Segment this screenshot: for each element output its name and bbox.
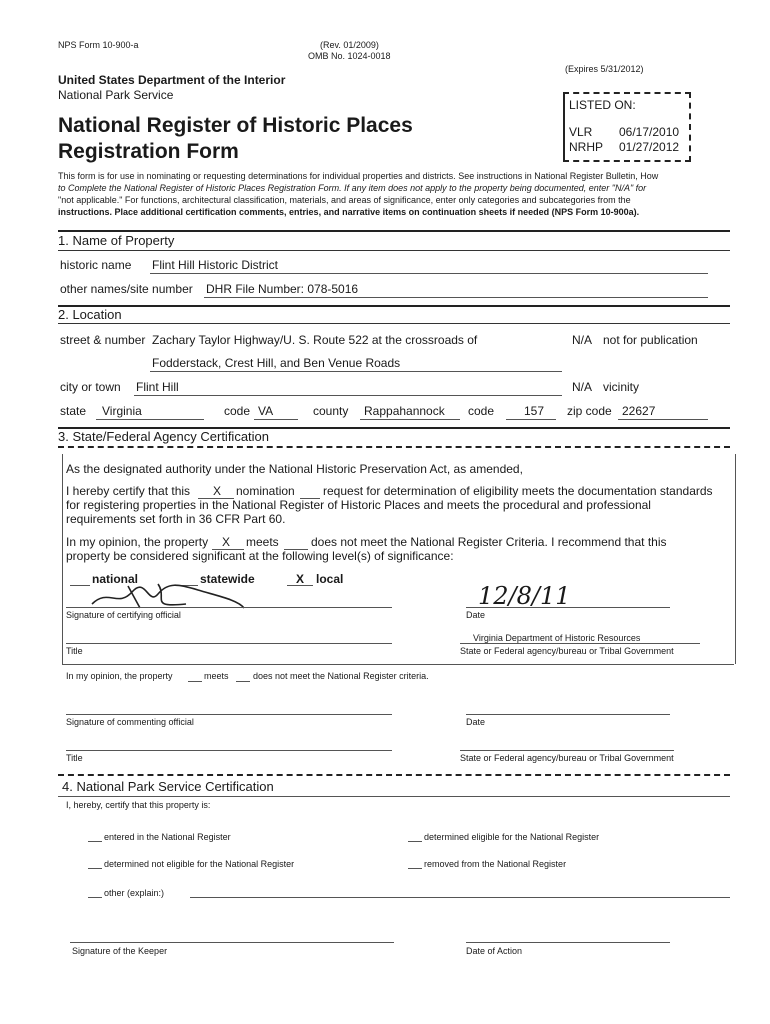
- not-for-publication-label: not for publication: [603, 333, 698, 347]
- state-line: [96, 419, 204, 420]
- agency2-label: State or Federal agency/bureau or Tribal Government: [460, 753, 674, 763]
- section4-dashed-rule: [58, 774, 730, 776]
- state-code-label: code: [224, 404, 251, 418]
- level-national-blank: [70, 585, 90, 586]
- commenting-opinion-rest: does not meet the National Register criteria.: [253, 671, 429, 681]
- date-commenting-line: [466, 714, 670, 715]
- cert-para2-c: request for determination of eligibility meets the documentation standards: [323, 484, 713, 498]
- section2-rule: [58, 305, 730, 307]
- nrhp-date: 01/27/2012: [619, 140, 680, 154]
- section4-heading: 4. National Park Service Certification: [62, 779, 274, 794]
- opt-eligible-blank[interactable]: [408, 841, 422, 842]
- street-value-line1[interactable]: Zachary Taylor Highway/U. S. Route 522 at the crossroads of: [152, 333, 478, 347]
- county-code-label: code: [468, 404, 495, 418]
- opt-noteligible: determined not eligible for the National Register: [104, 859, 295, 869]
- cert-meets-mark[interactable]: X: [222, 535, 231, 549]
- level-statewide[interactable]: statewide: [200, 572, 255, 586]
- opt-removed: removed from the National Register: [424, 859, 567, 869]
- title2-line: [66, 750, 392, 751]
- cert-para1: As the designated authority under the National Historic Preservation Act, as amended,: [66, 462, 523, 476]
- commenting-meets-blank: [188, 681, 202, 682]
- sig-keeper-label: Signature of the Keeper: [72, 946, 168, 956]
- cert-para5-c: does not meet the National Register Criteria. I recommend that this: [311, 535, 667, 549]
- agency-label: State or Federal agency/bureau or Tribal Government: [460, 646, 674, 656]
- historic-name-label: historic name: [60, 258, 132, 272]
- cert-para5-b: meets: [246, 535, 279, 549]
- agency2-line: [460, 750, 674, 751]
- intro-line3: "not applicable." For functions, architectural classification, materials, and areas of significance, enter only categories and subcategories from the: [58, 195, 631, 205]
- street-value-line2[interactable]: Fodderstack, Crest Hill, and Ben Venue Roads: [152, 356, 401, 370]
- other-names-value[interactable]: DHR File Number: 078-5016: [206, 282, 359, 296]
- expiration: (Expires 5/31/2012): [565, 64, 644, 74]
- state-code-line: [254, 419, 298, 420]
- section3-heading: 3. State/Federal Agency Certification: [58, 429, 270, 444]
- commenting-opinion-a: In my opinion, the property: [66, 671, 173, 681]
- cert-para5-a: In my opinion, the property: [66, 535, 209, 549]
- intro-line4: instructions. Place additional certification comments, entries, and narrative items on continuation sheets if needed (NPS Form 10-900a).: [58, 207, 640, 217]
- vlr-date: 06/17/2010: [619, 125, 680, 139]
- date-action-label: Date of Action: [466, 946, 523, 956]
- form-number: NPS Form 10-900-a: [58, 40, 139, 50]
- nps-intro: I, hereby, certify that this property is:: [66, 800, 211, 810]
- county-code-line: [506, 419, 556, 420]
- vicinity-na[interactable]: N/A: [572, 380, 593, 394]
- form-title-line2: Registration Form: [58, 140, 239, 163]
- section4-rule-bottom: [58, 796, 730, 797]
- sig-commenting-line: [66, 714, 392, 715]
- city-line: [134, 395, 562, 396]
- opt-other-explain-line[interactable]: [190, 897, 730, 898]
- date-commenting-label: Date: [466, 717, 486, 727]
- service-name: National Park Service: [58, 88, 174, 102]
- street-line: [150, 371, 562, 372]
- date-certifying-line: [466, 607, 670, 608]
- date-certifying-label: Date: [466, 610, 486, 620]
- zip-line: [618, 419, 708, 420]
- county-label: county: [313, 404, 349, 418]
- department: United States Department of the Interior: [58, 73, 286, 87]
- vicinity-label: vicinity: [603, 380, 640, 394]
- cert-para2-b: nomination: [236, 484, 295, 498]
- state-value[interactable]: Virginia: [102, 404, 142, 418]
- nrhp-label: NRHP: [569, 140, 604, 154]
- opt-removed-blank[interactable]: [408, 868, 422, 869]
- level-local-mark[interactable]: X: [296, 572, 305, 586]
- agency-value[interactable]: Virginia Department of Historic Resources: [473, 633, 641, 643]
- cert-box-divider: [62, 664, 734, 665]
- level-local[interactable]: local: [316, 572, 344, 586]
- section2-heading: 2. Location: [58, 307, 122, 322]
- section1-rule: [58, 230, 730, 232]
- intro-line2: to Complete the National Register of Historic Places Registration Form. If any item does not apply to the property being documented, enter "N/A" for: [58, 183, 647, 193]
- cert-date-value[interactable]: 12/8/11: [478, 582, 571, 610]
- section2-rule-bottom: [58, 323, 730, 324]
- section1-rule-bottom: [58, 250, 730, 251]
- opt-other-blank[interactable]: [88, 897, 102, 898]
- opt-eligible: determined eligible for the National Register: [424, 832, 600, 842]
- cert-para4: requirements set forth in 36 CFR Part 60.: [66, 512, 286, 526]
- agency-line: [460, 643, 700, 644]
- street-label: street & number: [60, 333, 146, 347]
- nfp-na[interactable]: N/A: [572, 333, 593, 347]
- section3-dashed-rule: [58, 446, 730, 448]
- certifying-signature: [88, 578, 248, 614]
- vlr-label: VLR: [569, 125, 593, 139]
- date-action-line: [466, 942, 670, 943]
- cert-para2-a: I hereby certify that this: [66, 484, 191, 498]
- county-line: [360, 419, 460, 420]
- form-revision: (Rev. 01/2009): [320, 40, 379, 50]
- listed-on-label: LISTED ON:: [569, 98, 636, 112]
- city-label: city or town: [60, 380, 121, 394]
- historic-name-value[interactable]: Flint Hill Historic District: [152, 258, 278, 272]
- section1-heading: 1. Name of Property: [58, 233, 175, 248]
- city-value[interactable]: Flint Hill: [136, 380, 179, 394]
- cert-para6: property be considered significant at the following level(s) of significance:: [66, 549, 454, 563]
- cert-para3: for registering properties in the National Register of Historic Places and meets the procedural and professional: [66, 498, 651, 512]
- opt-noteligible-blank[interactable]: [88, 868, 102, 869]
- historic-name-line: [150, 273, 708, 274]
- state-label: state: [60, 404, 87, 418]
- zip-label: zip code: [567, 404, 612, 418]
- level-local-blank: [287, 585, 313, 586]
- other-names-line: [204, 297, 708, 298]
- intro-line1: This form is for use in nominating or requesting determinations for individual properties and districts. See instructions in National Register Bulletin, How: [58, 171, 659, 181]
- opt-other: other (explain:): [104, 888, 165, 898]
- county-value[interactable]: Rappahannock: [364, 404, 445, 418]
- other-names-label: other names/site number: [60, 282, 193, 296]
- form-title-line1: National Register of Historic Places: [58, 114, 413, 137]
- cert-nomination-mark[interactable]: X: [213, 484, 222, 498]
- commenting-meets: meets: [204, 671, 229, 681]
- omb-number: OMB No. 1024-0018: [308, 51, 391, 61]
- state-code-value[interactable]: VA: [258, 404, 274, 418]
- opt-entered-blank[interactable]: [88, 841, 102, 842]
- title2-label: Title: [66, 753, 83, 763]
- sig-certifying-line: [66, 607, 392, 608]
- title-label: Title: [66, 646, 83, 656]
- level-national[interactable]: national: [92, 572, 139, 586]
- opt-entered: entered in the National Register: [104, 832, 231, 842]
- commenting-notmeet-blank: [236, 681, 250, 682]
- title-line: [66, 643, 392, 644]
- sig-commenting-label: Signature of commenting official: [66, 717, 194, 727]
- sig-certifying-label: Signature of certifying official: [66, 610, 181, 620]
- sig-keeper-line: [70, 942, 394, 943]
- zip-value[interactable]: 22627: [622, 404, 656, 418]
- county-code-value[interactable]: 157: [524, 404, 545, 418]
- listed-on-box: [563, 92, 691, 162]
